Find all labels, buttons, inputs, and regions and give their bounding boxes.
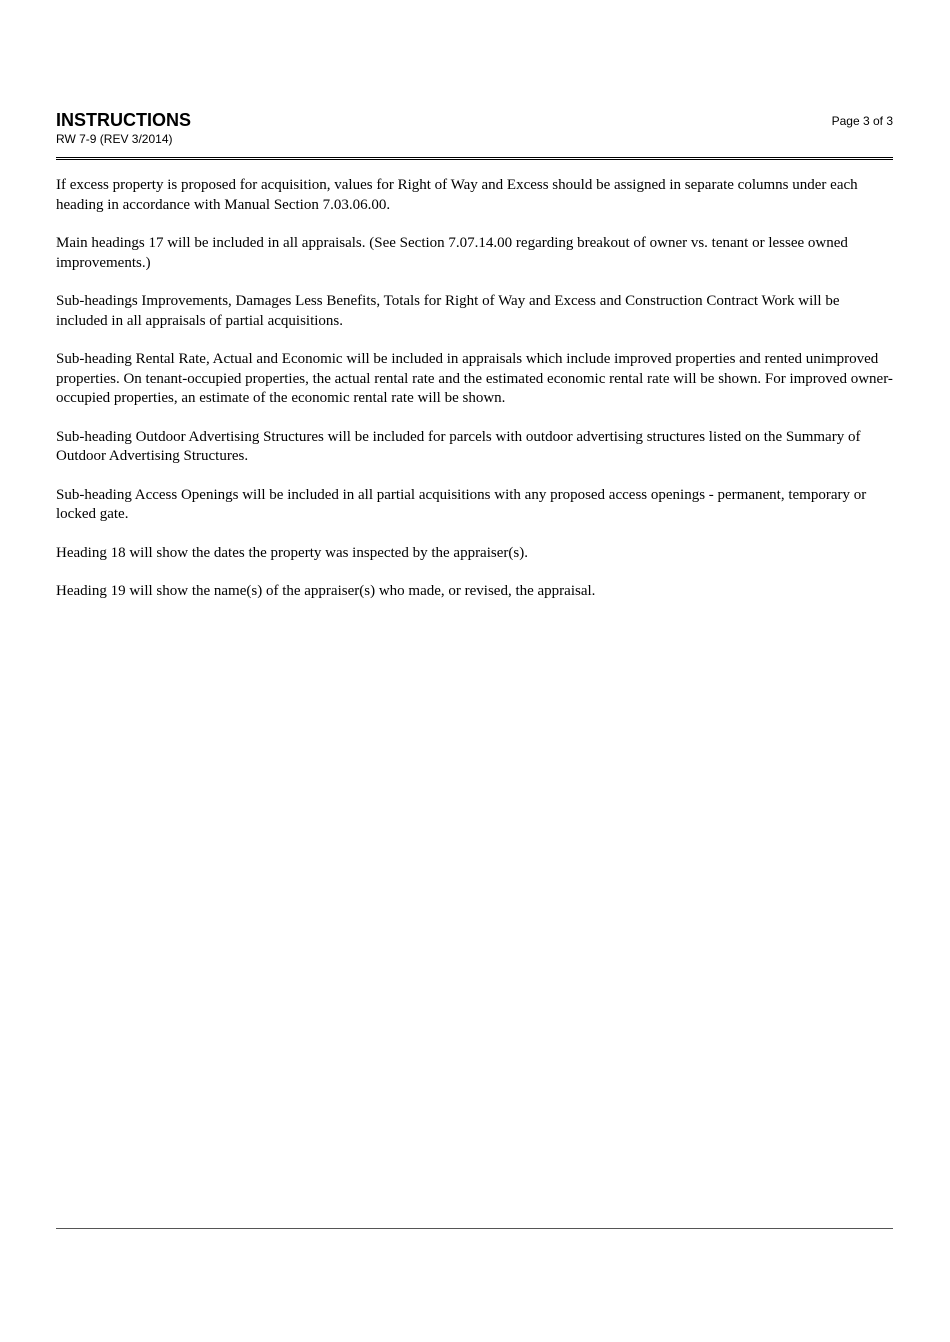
paragraph-outdoor-advertising: Sub-heading Outdoor Advertising Structures will be included for parcels with outdoor advertising structures listed on the Summary of Outdoor Advertising Structures. xyxy=(56,428,861,464)
paragraph-excess-property: If excess property is proposed for acquisition, values for Right of Way and Excess should be assigned in separate columns under each heading in accordance with Manual Section 7.03.06.00. xyxy=(56,177,858,213)
paragraph-sub-headings-improvements: Sub-headings Improvements, Damages Less Benefits, Totals for Right of Way and Excess and Construction Contract Work will be included in all appraisals of partial acquisitions. xyxy=(56,293,840,329)
footer-divider xyxy=(56,1228,893,1229)
form-number: RW 7-9 (REV 3/2014) xyxy=(56,132,173,146)
document-title: INSTRUCTIONS xyxy=(56,110,191,130)
paragraph-heading-18: Heading 18 will show the dates the property was inspected by the appraiser(s). xyxy=(56,544,528,561)
header-divider xyxy=(56,157,893,160)
paragraph-main-headings: Main headings 17 will be included in all appraisals. (See Section 7.07.14.00 regarding breakout of owner vs. tenant or lessee owned improvements.) xyxy=(56,235,848,271)
page-header xyxy=(56,110,893,158)
paragraph-heading-19: Heading 19 will show the name(s) of the appraiser(s) who made, or revised, the appraisal. xyxy=(56,583,596,599)
paragraph-access-openings: Sub-heading Access Openings will be included in all partial acquisitions with any proposed access openings - permanent, temporary or locked gate. xyxy=(56,486,867,522)
page-number: Page 3 of 3 xyxy=(831,114,893,128)
instructions-body xyxy=(56,176,893,621)
paragraph-rental-rate: Sub-heading Rental Rate, Actual and Economic will be included in appraisals which include improved properties and rented unimproved properties. On tenant-occupied properties, the actual rental rate and the estimated economic rental rate will be shown. For improved owner-occupied properties, an estimate of the economic rental rate will be shown. xyxy=(56,351,893,406)
